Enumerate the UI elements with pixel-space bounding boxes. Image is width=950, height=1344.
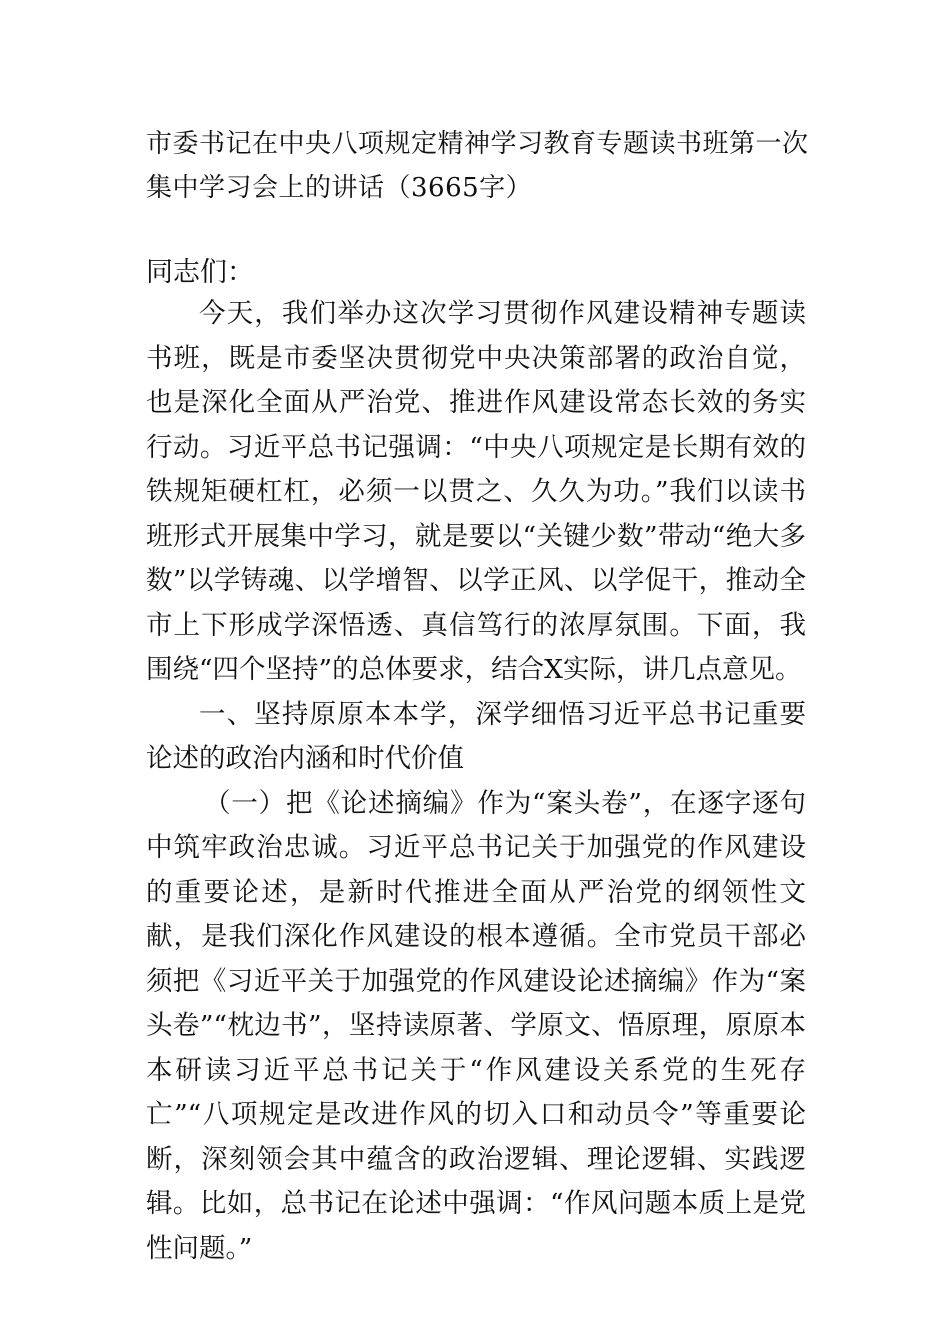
salutation: 同志们： [146,257,254,288]
paragraph-subsection-1: （一）把《论述摘编》作为“案头卷”，在逐字逐句中筑牢政治忠诚。习近平总书记关于加强党的作风建设的重要论述，是新时代推进全面从严治党的纲领性文献，是我们深化作风建设的根本遵循。全市党员干部必须把《习近平关于加强党的作风建设论述摘编》作为“案头卷”“枕边书”，坚持读原著、学原文、悟原理，原原本本研读习近平总书记关于“作风建设关系党的生死存亡”“八项规定是改进作风的切入口和动员令”等重要论断，深刻领会其中蕴含的政治逻辑、理论逻辑、实践逻辑。比如，总书记在论述中强调：“作风问题本质上是党性问题。” [146,787,806,1264]
document-body [146,292,806,1271]
document-title: 市委书记在中央八项规定精神学习教育专题读书班第一次集中学习会上的讲话（3665字） [146,129,809,203]
section-heading-1: 一、坚持原原本本学，深学细悟习近平总书记重要论述的政治内涵和时代价值 [146,698,806,774]
paragraph-intro: 今天，我们举办这次学习贯彻作风建设精神专题读书班，既是市委坚决贯彻党中央决策部署的政治自觉，也是深化全面从严治党、推进作风建设常态长效的务实行动。习近平总书记强调：“中央八项规定是长期有效的铁规矩硬杠杠，必须一以贯之、久久为功。”我们以读书班形式开展集中学习，就是要以“关键少数”带动“绝大多数”以学铸魂、以学增智、以学正风、以学促干，推动全市上下形成学深悟透、真信笃行的浓厚氛围。下面，我围绕“四个坚持”的总体要求，结合X实际，讲几点意见。 [146,298,806,685]
